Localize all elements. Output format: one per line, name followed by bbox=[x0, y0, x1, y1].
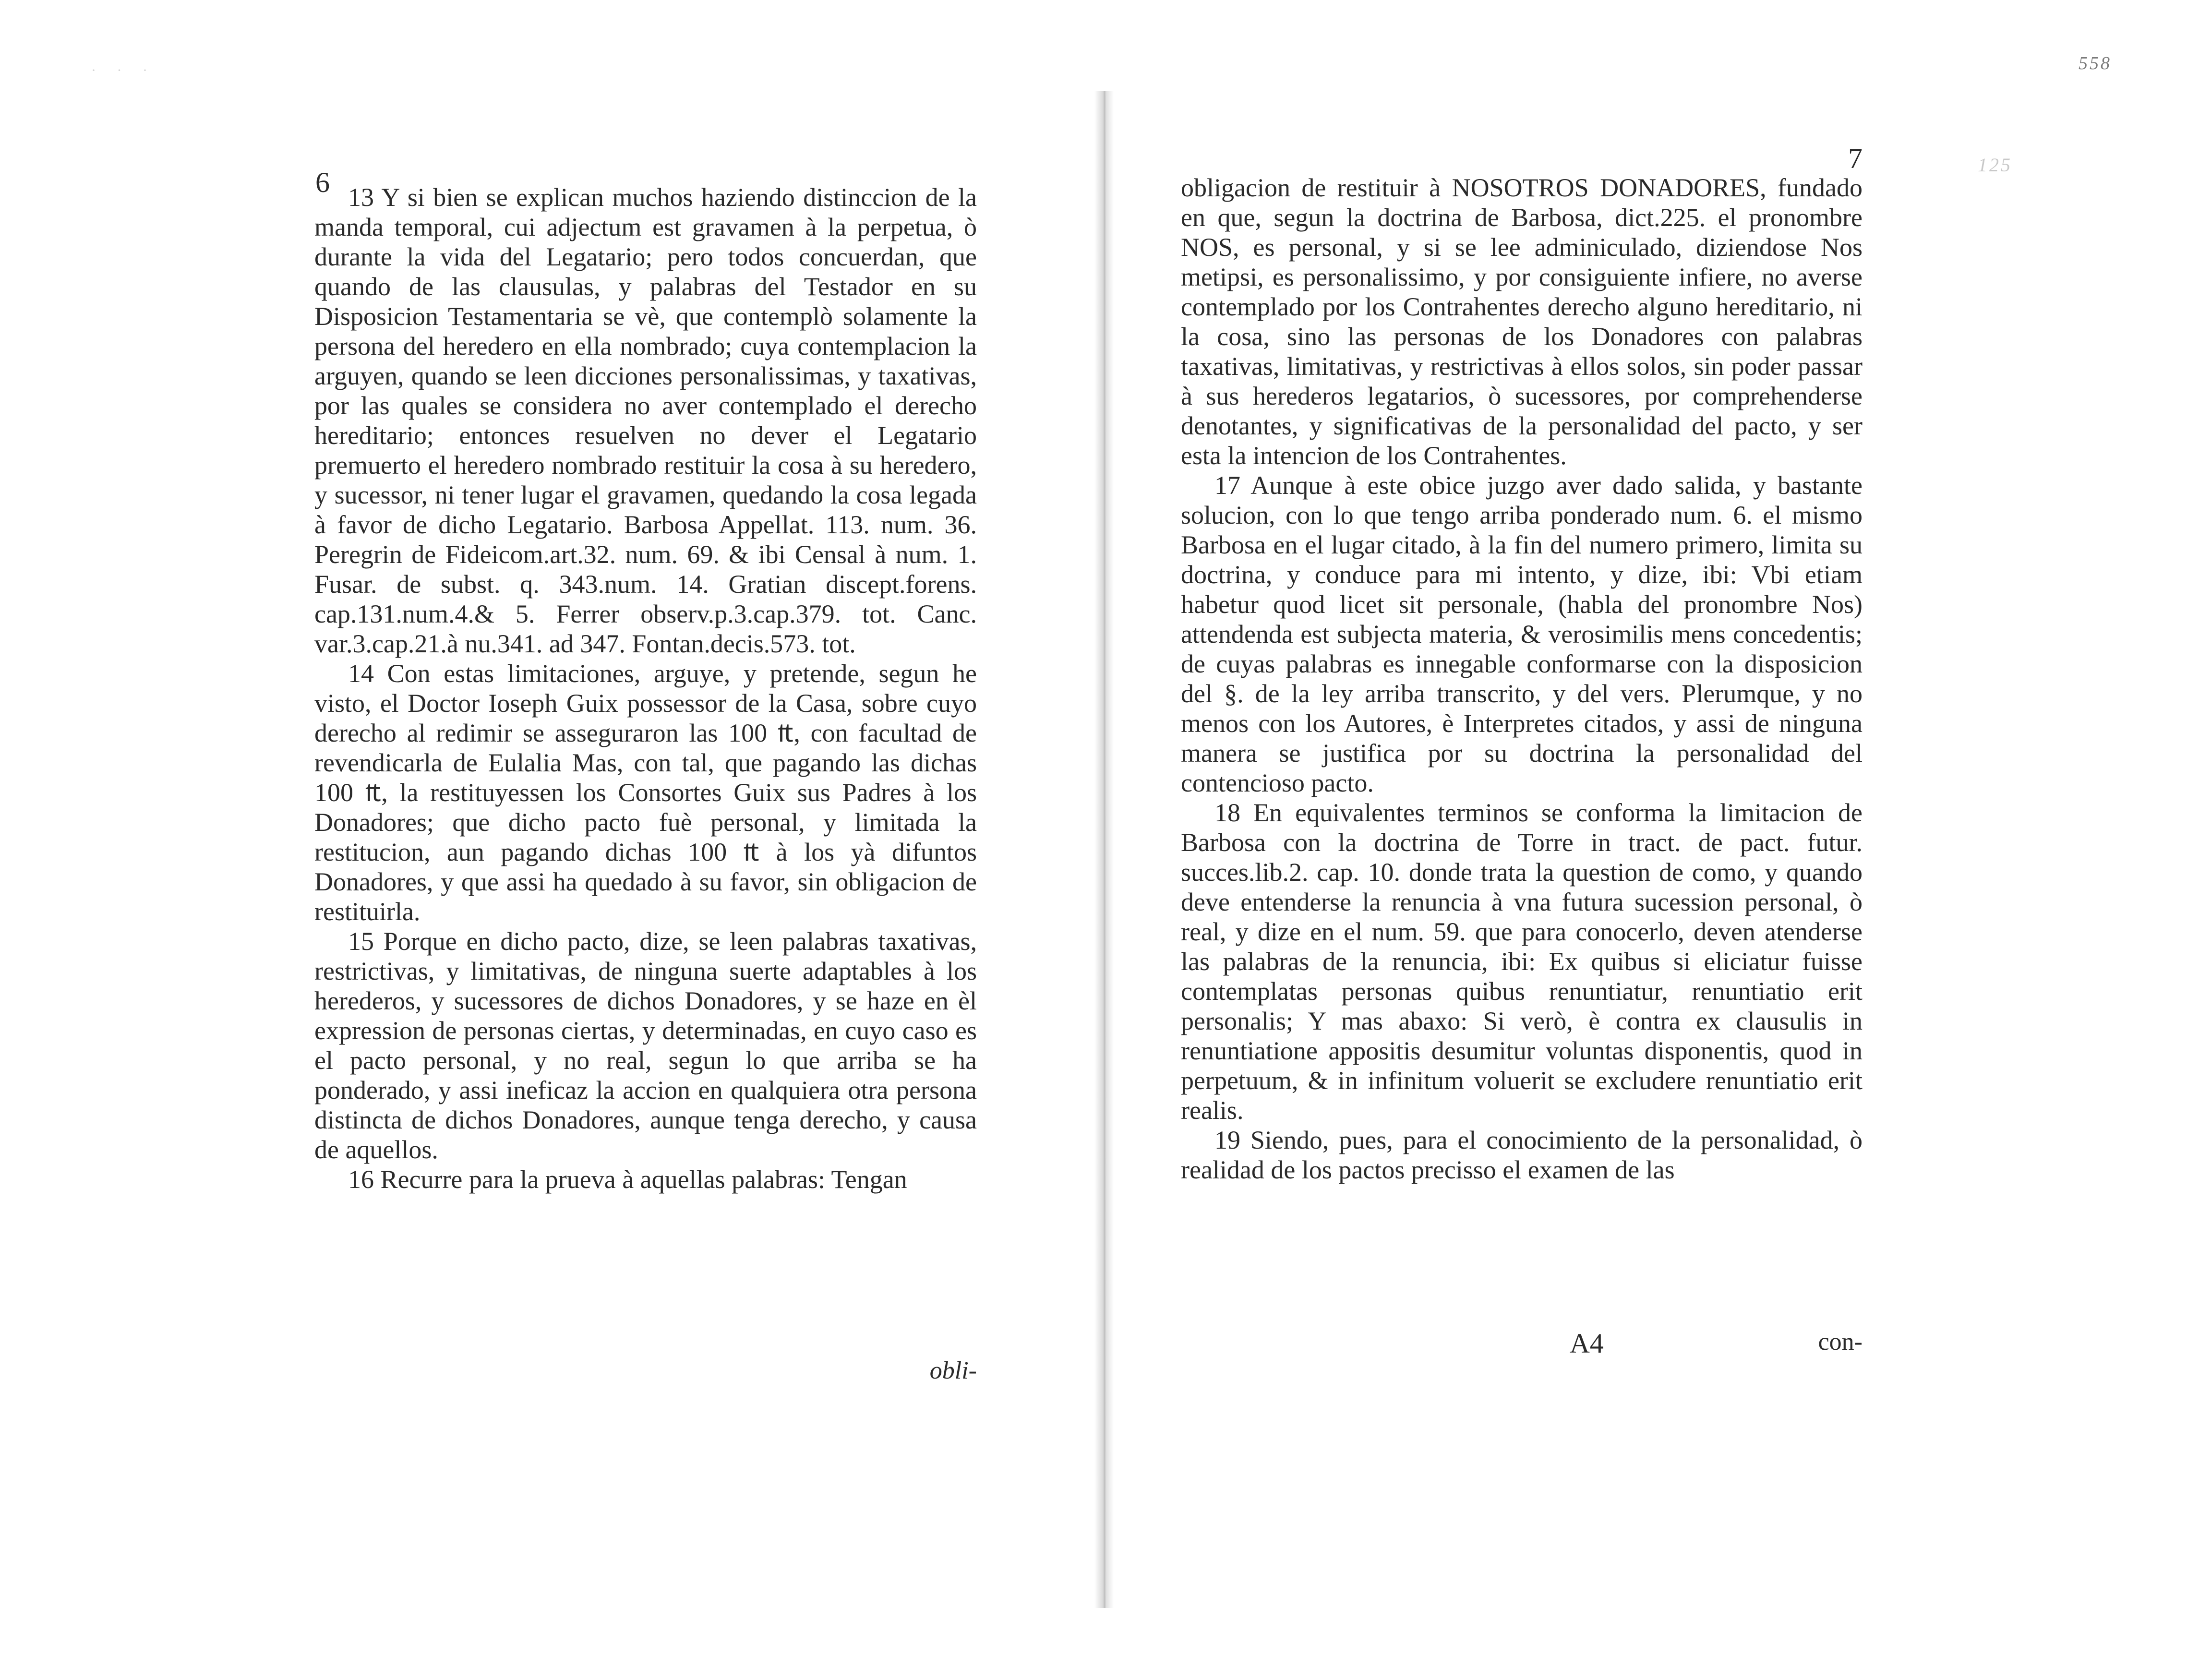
page-body bbox=[1181, 173, 1863, 1185]
paper-specks: · · · bbox=[91, 62, 156, 78]
folio-number-secondary: 125 bbox=[1978, 154, 2012, 176]
paragraph: obligacion de restituir à NOSOTROS DONADORES, fundado en que, segun la doctrina de Barbosa, dict.225. el pronombre NOS, es personal, y si se lee adminiculado, diziendose Nos metipsi, es personalissimo, y por consiguiente infiere, no averse contemplado por los Contrahentes derecho alguno hereditario, ni la cosa, sino las personas de los Donadores con palabras taxativas, limitativas, y restrictivas à ellos solos, sin poder passar à sus herederos legatarios, ò sucessores, por comprehenderse denotantes, y significativas de la personalidad del pacto, y ser esta la intencion de los Contrahentes. bbox=[1181, 173, 1863, 470]
book-gutter bbox=[1094, 91, 1114, 1608]
paragraph: 17 Aunque à este obice juzgo aver dado salida, y bastante solucion, con lo que tengo arriba ponderado num. 6. el mismo Barbosa en el lugar citado, à la fin del numero primero, limita su doctrina, y conduce para mi intento, y dize, ibi: Vbi etiam habetur quod licet sit personale, (habla del pronombre Nos) attendenda est subjecta materia, & verosimilis mens concedentis; de cuyas palabras es innegable conformarse con la disposicion del §. de la ley arriba transcrito, y del vers. Plerumque, y no menos con los Autores, è Interpretes citados, y assi de ninguna manera se justifica por su doctrina la personalidad del contencioso pacto. bbox=[1181, 471, 1863, 797]
paragraph: 15 Porque en dicho pacto, dize, se leen palabras taxativas, restrictivas, y limitativas, de ninguna suerte adaptables à los herederos, y sucessores de dichos Donadores, y se haze en èl expression de personas ciertas, y determinadas, en cuyo caso es el pacto personal, y no real, segun lo que arriba se ha ponderado, y assi ineficaz la accion en qualquiera otra persona distincta de dichos Donadores, aunque tenga derecho, y causa de aquellos. bbox=[314, 927, 977, 1164]
paragraph: 14 Con estas limitaciones, arguye, y pretende, segun he visto, el Doctor Ioseph Guix possessor de la Casa, sobre cuyo derecho al redimir se asseguraron las 100 ₶, con facultad de revendicarla de Eulalia Mas, con tal, que pagando las dichas 100 ₶, la restituyessen los Consortes Guix sus Padres à los Donadores; que dicho pacto fuè personal, y limitada la restitucion, aun pagando dichas 100 ₶ à los yà difuntos Donadores, y que assi ha quedado à su favor, sin obligacion de restituirla. bbox=[314, 659, 977, 926]
page-body bbox=[314, 182, 977, 1194]
page-number: 6 bbox=[315, 167, 330, 198]
paragraph: 19 Siendo, pues, para el conocimiento de la personalidad, ò realidad de los pactos precisso el examen de las bbox=[1181, 1126, 1863, 1184]
page-number: 7 bbox=[1848, 143, 1863, 174]
paragraph: 18 En equivalentes terminos se conforma la limitacion de Barbosa con la doctrina de Torre in tract. de pact. futur. succes.lib.2. cap. 10. donde trata la question de como, y quando deve entenderse la renuncia à vna futura sucession personal, ò real, y dize en el num. 59. que para conocerlo, deven atenderse las palabras de la renuncia, ibi: Ex quibus si eliciatur fuisse contemplatas personas quibus renuntiatur, renuntiatio erit personalis; Y mas abaxo: Si verò, è contra ex clausulis in renuntiatione appositis desumitur voluntas disponentis, quod in perpetuum, & in infinitum voluerit se excludere renuntiatio erit realis. bbox=[1181, 798, 1863, 1125]
folio-number: 558 bbox=[2079, 53, 2112, 73]
signature-mark: A4 bbox=[1570, 1328, 1604, 1359]
catchword: obli- bbox=[929, 1357, 977, 1384]
paragraph: 13 Y si bien se explican muchos haziendo distinccion de la manda temporal, cui adjectum est gravamen à la perpetua, ò durante la vida del Legatario; pero todos concuerdan, que quando de las clausulas, y palabras del Testador en su Disposicion Testamentaria se vè, que contemplò solamente la persona del heredero en ella nombrado; cuya contemplacion la arguyen, quando se leen dicciones personalissimas, y taxativas, por las quales se considera no aver contemplado el derecho hereditario; entonces resuelven no dever el Legatario premuerto el heredero nombrado restituir la cosa à su heredero, y sucessor, ni tener lugar el gravamen, quedando la cosa legada à favor de dicho Legatario. Barbosa Appellat. 113. num. 36. Peregrin de Fideicom.art.32. num. 69. & ibi Censal à num. 1. Fusar. de subst. q. 343.num. 14. Gratian discept.forens. cap.131.num.4.& 5. Ferrer observ.p.3.cap.379. tot. Canc. var.3.cap.21.à nu.341. ad 347. Fontan.decis.573. tot. bbox=[314, 183, 977, 658]
paragraph: 16 Recurre para la prueva à aquellas palabras: Tengan bbox=[348, 1165, 907, 1194]
catchword: con- bbox=[1818, 1328, 1863, 1356]
